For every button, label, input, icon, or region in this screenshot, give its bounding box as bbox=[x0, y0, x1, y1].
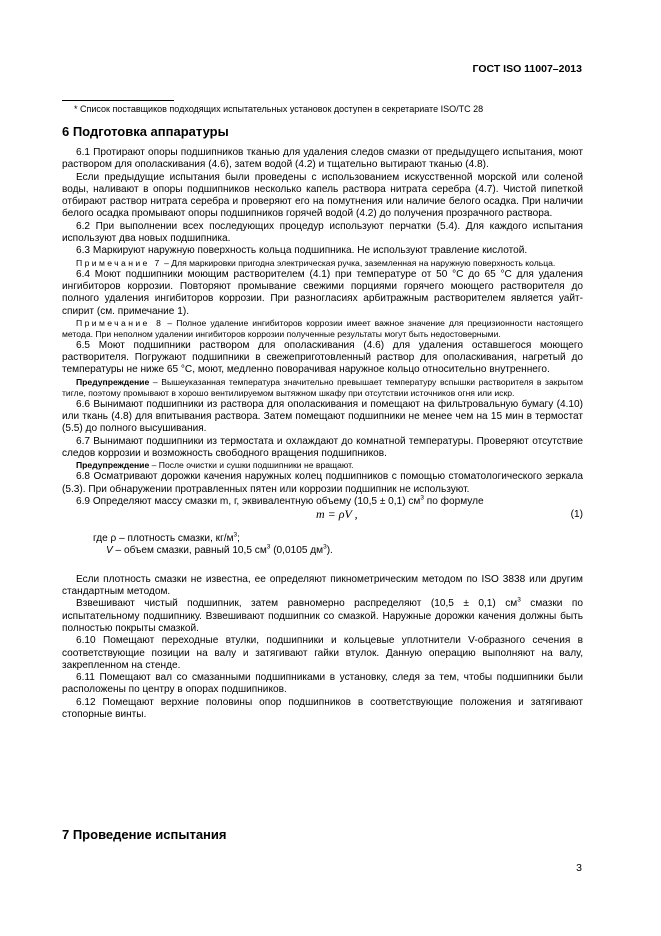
superscript: 3 bbox=[517, 596, 521, 604]
formula-expression: m = ρV , bbox=[316, 507, 358, 522]
note-8 bbox=[62, 318, 583, 340]
formula-1 bbox=[62, 508, 583, 525]
paragraph-weigh-tail: смазки по испытательному подшипнику. Взвешивают подшипник со смазкой. Наружные дорожки качения должны быть полностью покрыты смазкой. bbox=[62, 598, 583, 634]
warning-1-label: Предупреждение bbox=[76, 376, 150, 387]
paragraph-6-1: 6.1 Протирают опоры подшипников тканью для удаления следов смазки от предыдущего испытания, моют раствором для ополаскивания (4.6), затем водой (4.2) и тщательно вытирают тканью (4.8). bbox=[62, 147, 583, 171]
superscript: 3 bbox=[266, 544, 271, 552]
superscript: 3 bbox=[420, 494, 424, 502]
warning-2-label: Предупреждение bbox=[76, 460, 150, 471]
warning-1 bbox=[62, 377, 583, 399]
where-rho-text: где ρ – плотность смазки, кг/м bbox=[93, 533, 234, 545]
where-v-tail: ). bbox=[326, 545, 333, 557]
paragraph-weigh-text: Взвешивают чистый подшипник, затем равномерно распределяют (10,5 ± 0,1) см bbox=[76, 598, 518, 610]
document-id-header: ГОСТ ISO 11007–2013 bbox=[472, 63, 582, 75]
note-8-label: Примечание 8 bbox=[76, 317, 164, 328]
superscript: 3 bbox=[323, 544, 327, 552]
warning-2-text: – После очистки и сушки подшипники не вращают. bbox=[149, 460, 354, 471]
formula-number: (1) bbox=[570, 509, 583, 521]
paragraph-6-8: 6.8 Осматривают дорожки качения наружных колец подшипников с помощью стоматологического зеркала (5.3). При обнаружении протравленных пятен или коррозии подшипник не используют. bbox=[62, 471, 583, 495]
paragraph-6-3: 6.3 Маркируют наружную поверхность кольца подшипника. Не используют травление кислотой. bbox=[76, 245, 528, 257]
note-7 bbox=[62, 258, 583, 269]
paragraph-6-9-text: 6.9 Определяют массу смазки m, г, эквивалентную объему (10,5 ± 0,1) см bbox=[76, 495, 421, 507]
section-6-heading: 6 Подготовка аппаратуры bbox=[62, 124, 229, 139]
section-6-body bbox=[62, 147, 583, 721]
where-rho-tail: ; bbox=[237, 533, 240, 545]
paragraph-6-6: 6.6 Вынимают подшипники из раствора для ополаскивания и помещают на фильтровальную бумагу (4.10) или ткань (4.8) для впитывания раствора. Затем помещают подшипники не менее чем на 15 мин в термостат (5.5) до полного высушивания. bbox=[62, 398, 583, 435]
where-v-text-2: (0,0105 дм bbox=[270, 545, 324, 557]
paragraph-6-12: 6.12 Помещают верхние половины опор подшипников в соответствующие положения и затягивают стопорные винты. bbox=[62, 696, 583, 720]
paragraph-density: Если плотность смазки не известна, ее определяют пикнометрическим методом по ISO 3838 или другим стандартным методом. bbox=[62, 573, 583, 598]
warning-2 bbox=[62, 460, 583, 471]
paragraph-6-7: 6.7 Вынимают подшипники из термостата и охлаждают до комнатной температуры. Проверяют отсутствие следов коррозии и возможность свободного вращения подшипников. bbox=[62, 435, 583, 459]
paragraph-6-2: 6.2 При выполнении всех последующих процедур используют перчатки (5.4). Для каждого испытания используют два новых подшипника. bbox=[62, 220, 583, 245]
paragraph-6-10: 6.10 Помещают переходные втулки, подшипники и кольцевые уплотнители V-образного сечения в соответствующие позиции на валу и затягивают гайки втулок. Данную операцию выполняют на валу, закрепленном на стенде. bbox=[62, 635, 583, 671]
page-number: 3 bbox=[576, 862, 582, 874]
paragraph-6-5: 6.5 Моют подшипники раствором для ополаскивания (4.6) для удаления оставшегося моющего растворителя. Погружают подшипники в свежеприготовленный раствор для ополаскивания, нагретый до температуры не ниже 65 °С, моют, медленно поворачивая наружное кольцо относительно внутреннего. bbox=[62, 339, 583, 376]
note-7-label: Примечание 7 bbox=[76, 257, 162, 268]
superscript: 3 bbox=[233, 531, 238, 539]
footnote-rule bbox=[62, 100, 174, 101]
note-7-text: – Для маркировки пригодна электрическая ручка, заземленная на наружную поверхность кольца. bbox=[161, 257, 556, 268]
paragraph-6-4: 6.4 Моют подшипники моющим растворителем (4.1) при температуре от 50 °С до 65 °С для удаления ингибиторов коррозии. Повторяют промывание свежими порциями горячего моющего растворителя до полного удаления ингибиторов коррозии. При разногласиях арбитражным растворителем является уайт-спирит (см. примечание 1). bbox=[62, 268, 583, 317]
warning-1-text: – Вышеуказанная температура значительно превышает температуру вспышки растворителя в закрытом тигле, поэтому промывают в хорошо вентилируемом вытяжном шкафу при отсутствии источников огня или искр. bbox=[62, 376, 583, 398]
paragraph-6-9-tail: по формуле bbox=[423, 495, 484, 507]
paragraph-weigh bbox=[62, 598, 583, 635]
where-v bbox=[62, 545, 583, 557]
where-v-symbol: V bbox=[106, 545, 113, 557]
note-8-text: – Полное удаление ингибиторов коррозии имеет важное значение для прецизионности настоящего метода. При неполном удалении ингибиторов коррозии полученные результаты могут быть недостоверными. bbox=[62, 317, 583, 339]
paragraph-6-1-salt: Если предыдущие испытания были проведены с использованием искусственной морской или соленой воды, наливают в опоры подшипников несколько капель раствора нитрата серебра (4.7). Чистой пипеткой отбирают раствор нитрата серебра и проверяют его на помутнения или наличие белого осадка. При наличии белого осадка промывают опоры подшипников горячей водой (4.2) до получения прозрачного раствора. bbox=[62, 171, 583, 220]
section-7-heading: 7 Проведение испытания bbox=[62, 827, 227, 842]
paragraph-6-11: 6.11 Помещают вал со смазанными подшипниками в установку, следя за тем, чтобы подшипники были расположены по центру в опорах подшипников. bbox=[62, 672, 583, 696]
footnote: * Список поставщиков подходящих испытательных установок доступен в секретариате ISO/TC 28 bbox=[74, 104, 484, 114]
where-v-text: – объем смазки, равный 10,5 см bbox=[112, 545, 267, 557]
